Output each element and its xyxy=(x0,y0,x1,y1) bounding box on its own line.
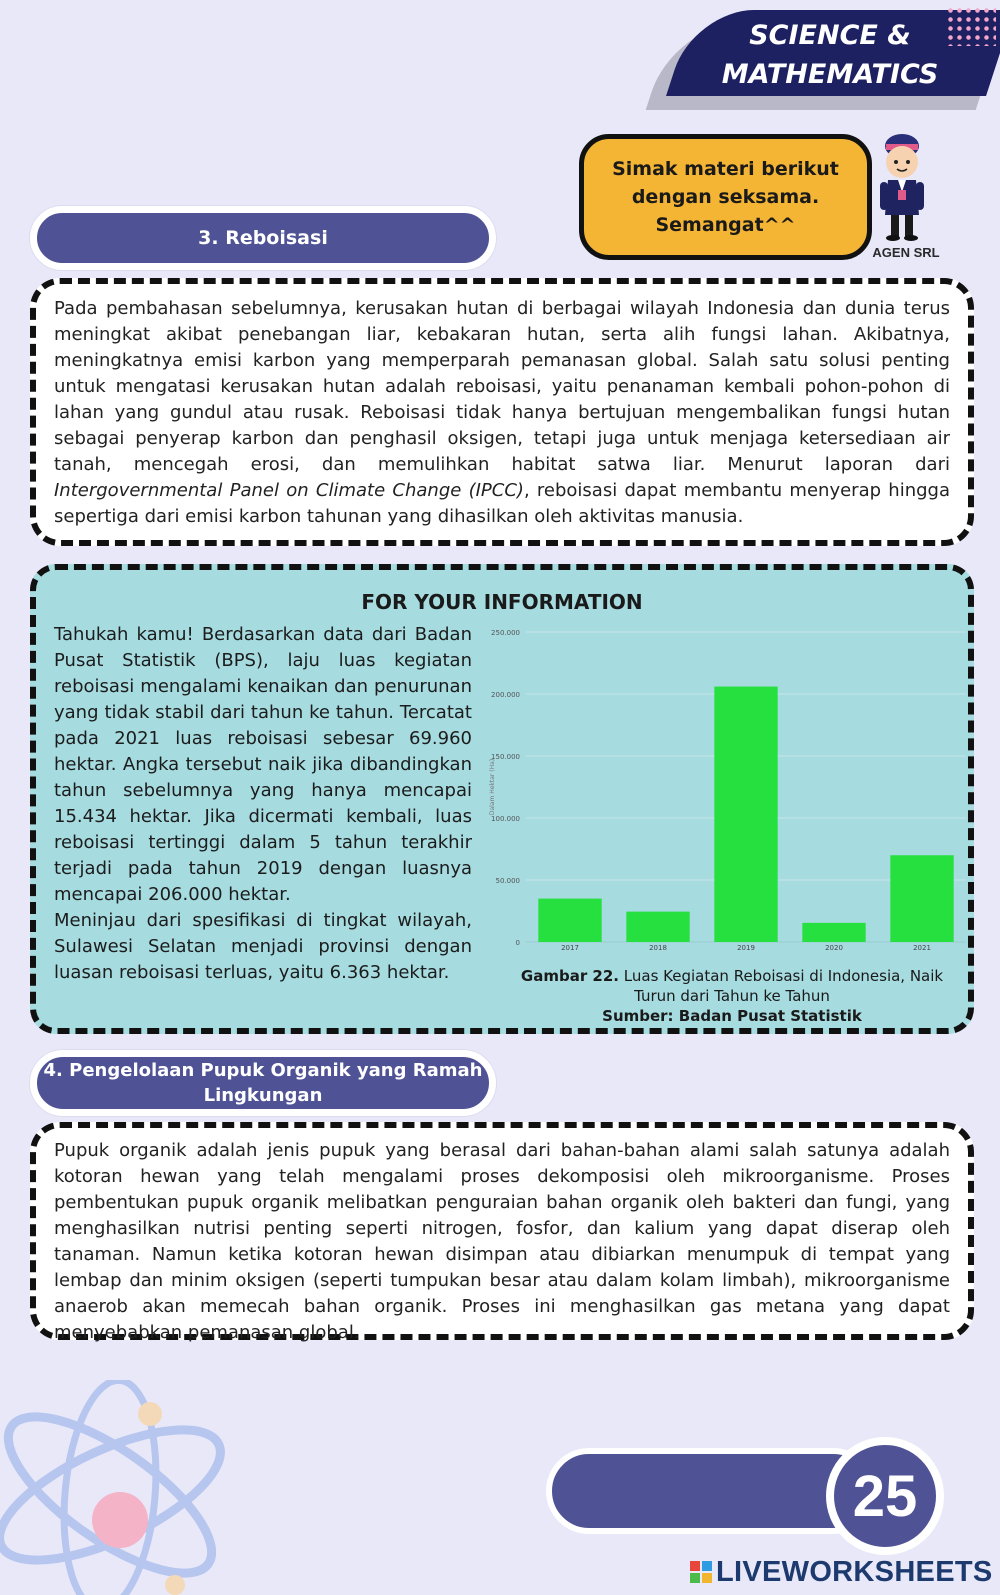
page-number: 25 xyxy=(826,1437,944,1555)
fyi-box xyxy=(30,564,974,1034)
chart-xtick-label: 2019 xyxy=(737,944,755,952)
dot-pattern-decoration xyxy=(946,6,996,46)
atom-decoration-icon xyxy=(0,1380,260,1595)
header-title-line1: SCIENCE & xyxy=(749,20,911,51)
chart-ytick-label: 150.000 xyxy=(491,753,520,761)
section-3-text-before: Pada pembahasan sebelumnya, kerusakan hutan di berbagai wilayah Indonesia dan dunia terus meningkat akibat penebangan liar, kebakaran hutan, serta alih fungsi lahan. Akibatnya, meningkatnya emisi karbon yang memperparah pemanasan global. Salah satu solusi penting untuk mengatasi kerusakan hutan adalah reboisasi, yaitu penanaman kembali pohon-pohon di lahan yang gundul atau rusak. Reboisasi tidak hanya bertujuan mengembalikan fungsi hutan sebagai penyerap karbon dan penghasil oksigen, tetapi juga untuk menjaga ketersediaan air tanah, mencegah erosi, dan memulihkan habitat satwa liar. Menurut laporan dari xyxy=(54,298,950,475)
fyi-paragraph-1: Tahukah kamu! Berdasarkan data dari Badan Pusat Statistik (BPS), laju luas kegiatan reboisasi mengalami kenaikan dan penurunan yang tidak stabil dari tahun ke tahun. Tercatat pada 2021 luas reboisasi sebesar 69.960 hektar. Angka tersebut naik jika dibandingkan tahun sebelumnya yang hanya mencapai 15.434 hektar. Jika dicermati kembali, luas reboisasi tertinggi dalam 5 tahun terakhir terjadi pada tahun 2019 dengan luasnya mencapai 206.000 hektar. xyxy=(54,624,472,905)
section-3-text-after: , reboisasi dapat membantu menyerap hingga sepertiga dari emisi karbon tahunan yang dihasilkan oleh aktivitas manusia. xyxy=(54,480,950,527)
fyi-paragraph-2: Meninjau dari spesifikasi di tingkat wilayah, Sulawesi Selatan menjadi provinsi dengan luasan reboisasi terluas, yaitu 6.363 hektar. xyxy=(54,910,472,983)
chart-ytick-label: 200.000 xyxy=(491,691,520,699)
chart-ytick-label: 250.000 xyxy=(491,629,520,637)
section-3-box xyxy=(30,278,974,546)
chart-bar-2021 xyxy=(890,855,953,942)
chart-bar-2020 xyxy=(802,923,865,942)
liveworksheets-text: LIVEWORKSHEETS xyxy=(716,1555,993,1588)
reboisasi-bar-chart xyxy=(476,622,976,952)
chart-bar-2017 xyxy=(538,899,601,942)
chart-ytick-label: 50.000 xyxy=(495,877,520,885)
caption-label: Gambar 22. xyxy=(520,967,620,985)
section-4-paragraph: Pupuk organik adalah jenis pupuk yang berasal dari bahan-bahan alami salah satunya adalah kotoran hewan yang telah mengalami proses dekomposisi oleh mikroorganisme. Proses pembentukan pupuk organik melibatkan penguraian bahan organik oleh bakteri dan fungi, yang menghasilkan nutrisi penting seperti nitrogen, fosfor, dan kalium yang dapat diserap oleh tanaman. Namun ketika kotoran hewan disimpan atau dibiarkan menumpuk di tempat yang lembap dan minim oksigen (seperti tumpukan besar atau dalam kolam limbah), mikroorganisme anaerob akan memecah bahan organik. Proses ini menghasilkan gas metana yang dapat menyebabkan pemanasan global. xyxy=(54,1140,950,1343)
mascot-label: AGEN SRL xyxy=(872,245,940,260)
motivation-note xyxy=(579,134,872,260)
note-line2: dengan seksama. xyxy=(631,186,820,208)
section-3-text-italic: Intergovernmental Panel on Climate Change (IPCC) xyxy=(54,480,524,501)
chart-xtick-label: 2021 xyxy=(913,944,931,952)
section-4-title-line1: 4. Pengelolaan Pupuk Organik yang Ramah xyxy=(43,1060,483,1081)
section-4-box xyxy=(30,1122,974,1343)
chart-xtick-label: 2018 xyxy=(649,944,667,952)
chart-ylabel: Dalam Hektar (Ha) xyxy=(489,758,496,816)
chart-bar-2019 xyxy=(714,687,777,942)
chart-xtick-label: 2017 xyxy=(561,944,579,952)
section-3-paragraph xyxy=(54,296,950,530)
section-3-title: 3. Reboisasi xyxy=(198,227,328,249)
chart-source: Sumber: Badan Pusat Statistik xyxy=(602,1007,862,1025)
chart-caption xyxy=(502,966,962,1026)
chart-ytick-label: 100.000 xyxy=(491,815,520,823)
chart-ytick-label: 0 xyxy=(515,939,520,947)
liveworksheets-brand xyxy=(690,1553,995,1591)
chart-xtick-label: 2020 xyxy=(825,944,843,952)
header-title xyxy=(710,16,950,94)
chart-bar-2018 xyxy=(626,912,689,942)
header-title-line2: MATHEMATICS xyxy=(721,59,939,90)
fyi-text xyxy=(54,622,472,986)
caption-text: Luas Kegiatan Reboisasi di Indonesia, Naik Turun dari Tahun ke Tahun xyxy=(619,967,944,1005)
mascot-icon xyxy=(872,130,932,245)
section-4-heading xyxy=(30,1050,496,1116)
note-line1: Simak materi berikut xyxy=(612,158,839,180)
liveworksheets-logo-icon xyxy=(690,1561,712,1583)
fyi-title: FOR YOUR INFORMATION xyxy=(361,590,643,614)
section-3-heading xyxy=(30,206,496,270)
note-line3: Semangat^^ xyxy=(655,214,796,236)
section-4-title-line2: Lingkungan xyxy=(203,1085,323,1106)
